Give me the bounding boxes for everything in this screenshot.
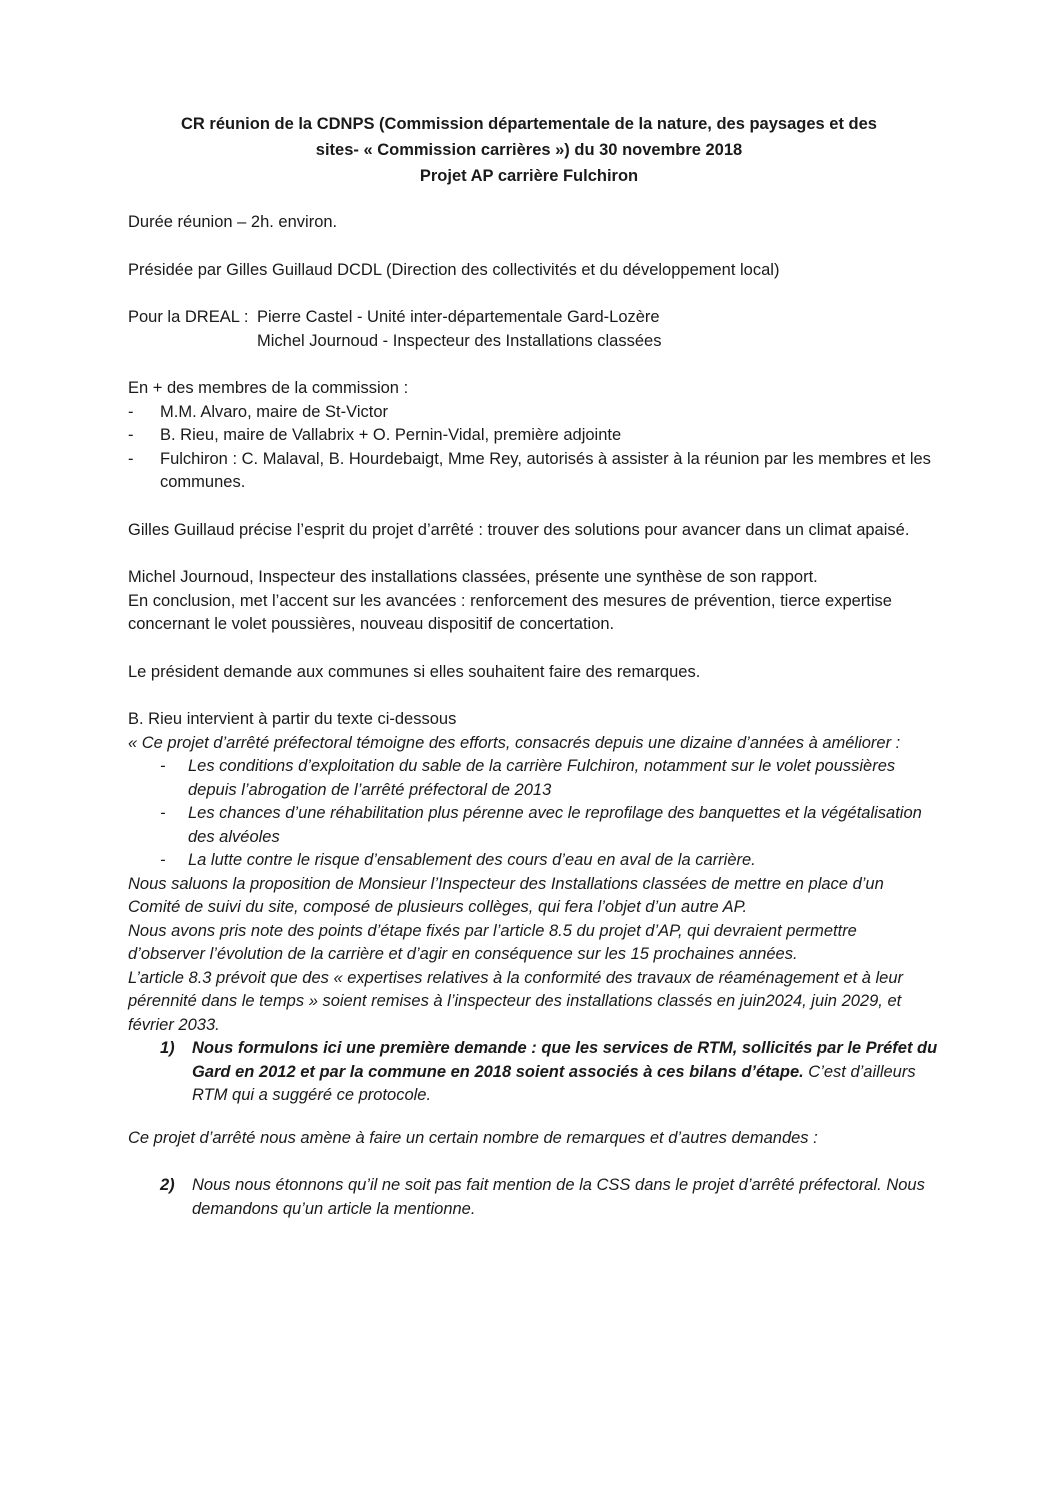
dreal-label: Pour la DREAL : bbox=[128, 308, 249, 326]
demand-1-number: 1) bbox=[160, 1039, 175, 1057]
president-paragraph: Le président demande aux communes si elles souhaitent faire des remarques. bbox=[128, 662, 701, 681]
quote-para-2: Nous avons pris note des points d’étape fixés par l’article 8.5 du projet d’AP, qui devraient permettre d’observer l’évolution de la carrière et d’agir en conséquence sur les 15 prochaines années. bbox=[128, 921, 857, 963]
document-body bbox=[128, 211, 938, 1221]
quote-list bbox=[128, 755, 938, 873]
title-line-3: Projet AP carrière Fulchiron bbox=[419, 167, 639, 185]
list-item: - Fulchiron : C. Malaval, B. Hourdebaigt, Mme Rey, autorisés à assister à la réunion par les membres et les communes. bbox=[128, 448, 938, 495]
demand-2-number: 2) bbox=[160, 1176, 175, 1194]
list-item: - B. Rieu, maire de Vallabrix + O. Pernin-Vidal, première adjointe bbox=[128, 424, 938, 448]
guillaud-paragraph: Gilles Guillaud précise l’esprit du projet d’arrêté : trouver des solutions pour avancer dans un climat apaisé. bbox=[128, 520, 910, 539]
attendees-list bbox=[128, 401, 938, 495]
title-line-1: CR réunion de la CDNPS (Commission départementale de la nature, des paysages et des bbox=[181, 115, 877, 133]
journoud-line-1: Michel Journoud, Inspecteur des installations classées, présente une synthèse de son rapport. bbox=[128, 568, 818, 586]
title-line-2: sites- « Commission carrières ») du 30 novembre 2018 bbox=[315, 141, 743, 159]
meeting-chair: Présidée par Gilles Guillaud DCDL (Direction des collectivités et du développement local) bbox=[128, 260, 780, 279]
demand-1-rest: C’est d’ailleurs RTM qui a suggéré ce protocole. bbox=[192, 1062, 916, 1104]
list-item: - Les chances d’une réhabilitation plus pérenne avec le reprofilage des banquettes et la végétalisation des alvéoles bbox=[128, 802, 938, 849]
quote-para-3: L’article 8.3 prévoit que des « expertises relatives à la conformité des travaux de réaménagement et à leur pérennité dans le temps » soient remises à l’inspecteur des installations classés en juin2024, juin 2029, et février 2033. bbox=[128, 968, 904, 1034]
demand-2 bbox=[128, 1174, 938, 1221]
list-item: - Les conditions d’exploitation du sable de la carrière Fulchiron, notamment sur le volet poussières depuis l’abrogation de l’arrêté préfectoral de 2013 bbox=[128, 755, 938, 802]
rieu-intro: B. Rieu intervient à partir du texte ci-dessous bbox=[128, 710, 457, 728]
list-item: - La lutte contre le risque d’ensablement des cours d’eau en aval de la carrière. bbox=[128, 849, 938, 873]
dreal-member-2: Michel Journoud - Inspecteur des Installations classées bbox=[257, 331, 662, 350]
list-item: - M.M. Alvaro, maire de St-Victor bbox=[128, 401, 938, 425]
journoud-line-2: En conclusion, met l’accent sur les avancées : renforcement des mesures de prévention, tierce expertise concernant le volet poussières, nouveau dispositif de concertation. bbox=[128, 591, 892, 633]
dreal-representatives bbox=[128, 306, 938, 353]
demand-list-2 bbox=[128, 1174, 938, 1221]
dreal-member-1: Pierre Castel - Unité inter-départementale Gard-Lozère bbox=[257, 308, 660, 326]
quote-para-1: Nous saluons la proposition de Monsieur l’Inspecteur des Installations classées de mettre en place d’un Comité de suivi du site, composé de plusieurs collèges, qui fera l’objet d’un autre AP. bbox=[128, 874, 884, 916]
demand-1 bbox=[128, 1037, 938, 1108]
remarks-paragraph: Ce projet d’arrêté nous amène à faire un certain nombre de remarques et d’autres demandes : bbox=[128, 1128, 818, 1147]
quote-start: « Ce projet d’arrêté préfectoral témoigne des efforts, consacrés depuis une dizaine d’années à améliorer : bbox=[128, 733, 901, 752]
demand-list-1 bbox=[128, 1037, 938, 1108]
meeting-duration: Durée réunion – 2h. environ. bbox=[128, 213, 338, 231]
demand-1-bold: Nous formulons ici une première demande : que les services de RTM, sollicités par le Préfet du Gard en 2012 et par la commune en 2018 soient associés à ces bilans d’étape. bbox=[192, 1039, 938, 1081]
document-title bbox=[80, 111, 978, 189]
demand-2-text: Nous nous étonnons qu’il ne soit pas fait mention de la CSS dans le projet d’arrêté préfectoral. Nous demandons qu’un article la mentionne. bbox=[192, 1176, 925, 1218]
attendees-intro: En + des membres de la commission : bbox=[128, 379, 409, 397]
